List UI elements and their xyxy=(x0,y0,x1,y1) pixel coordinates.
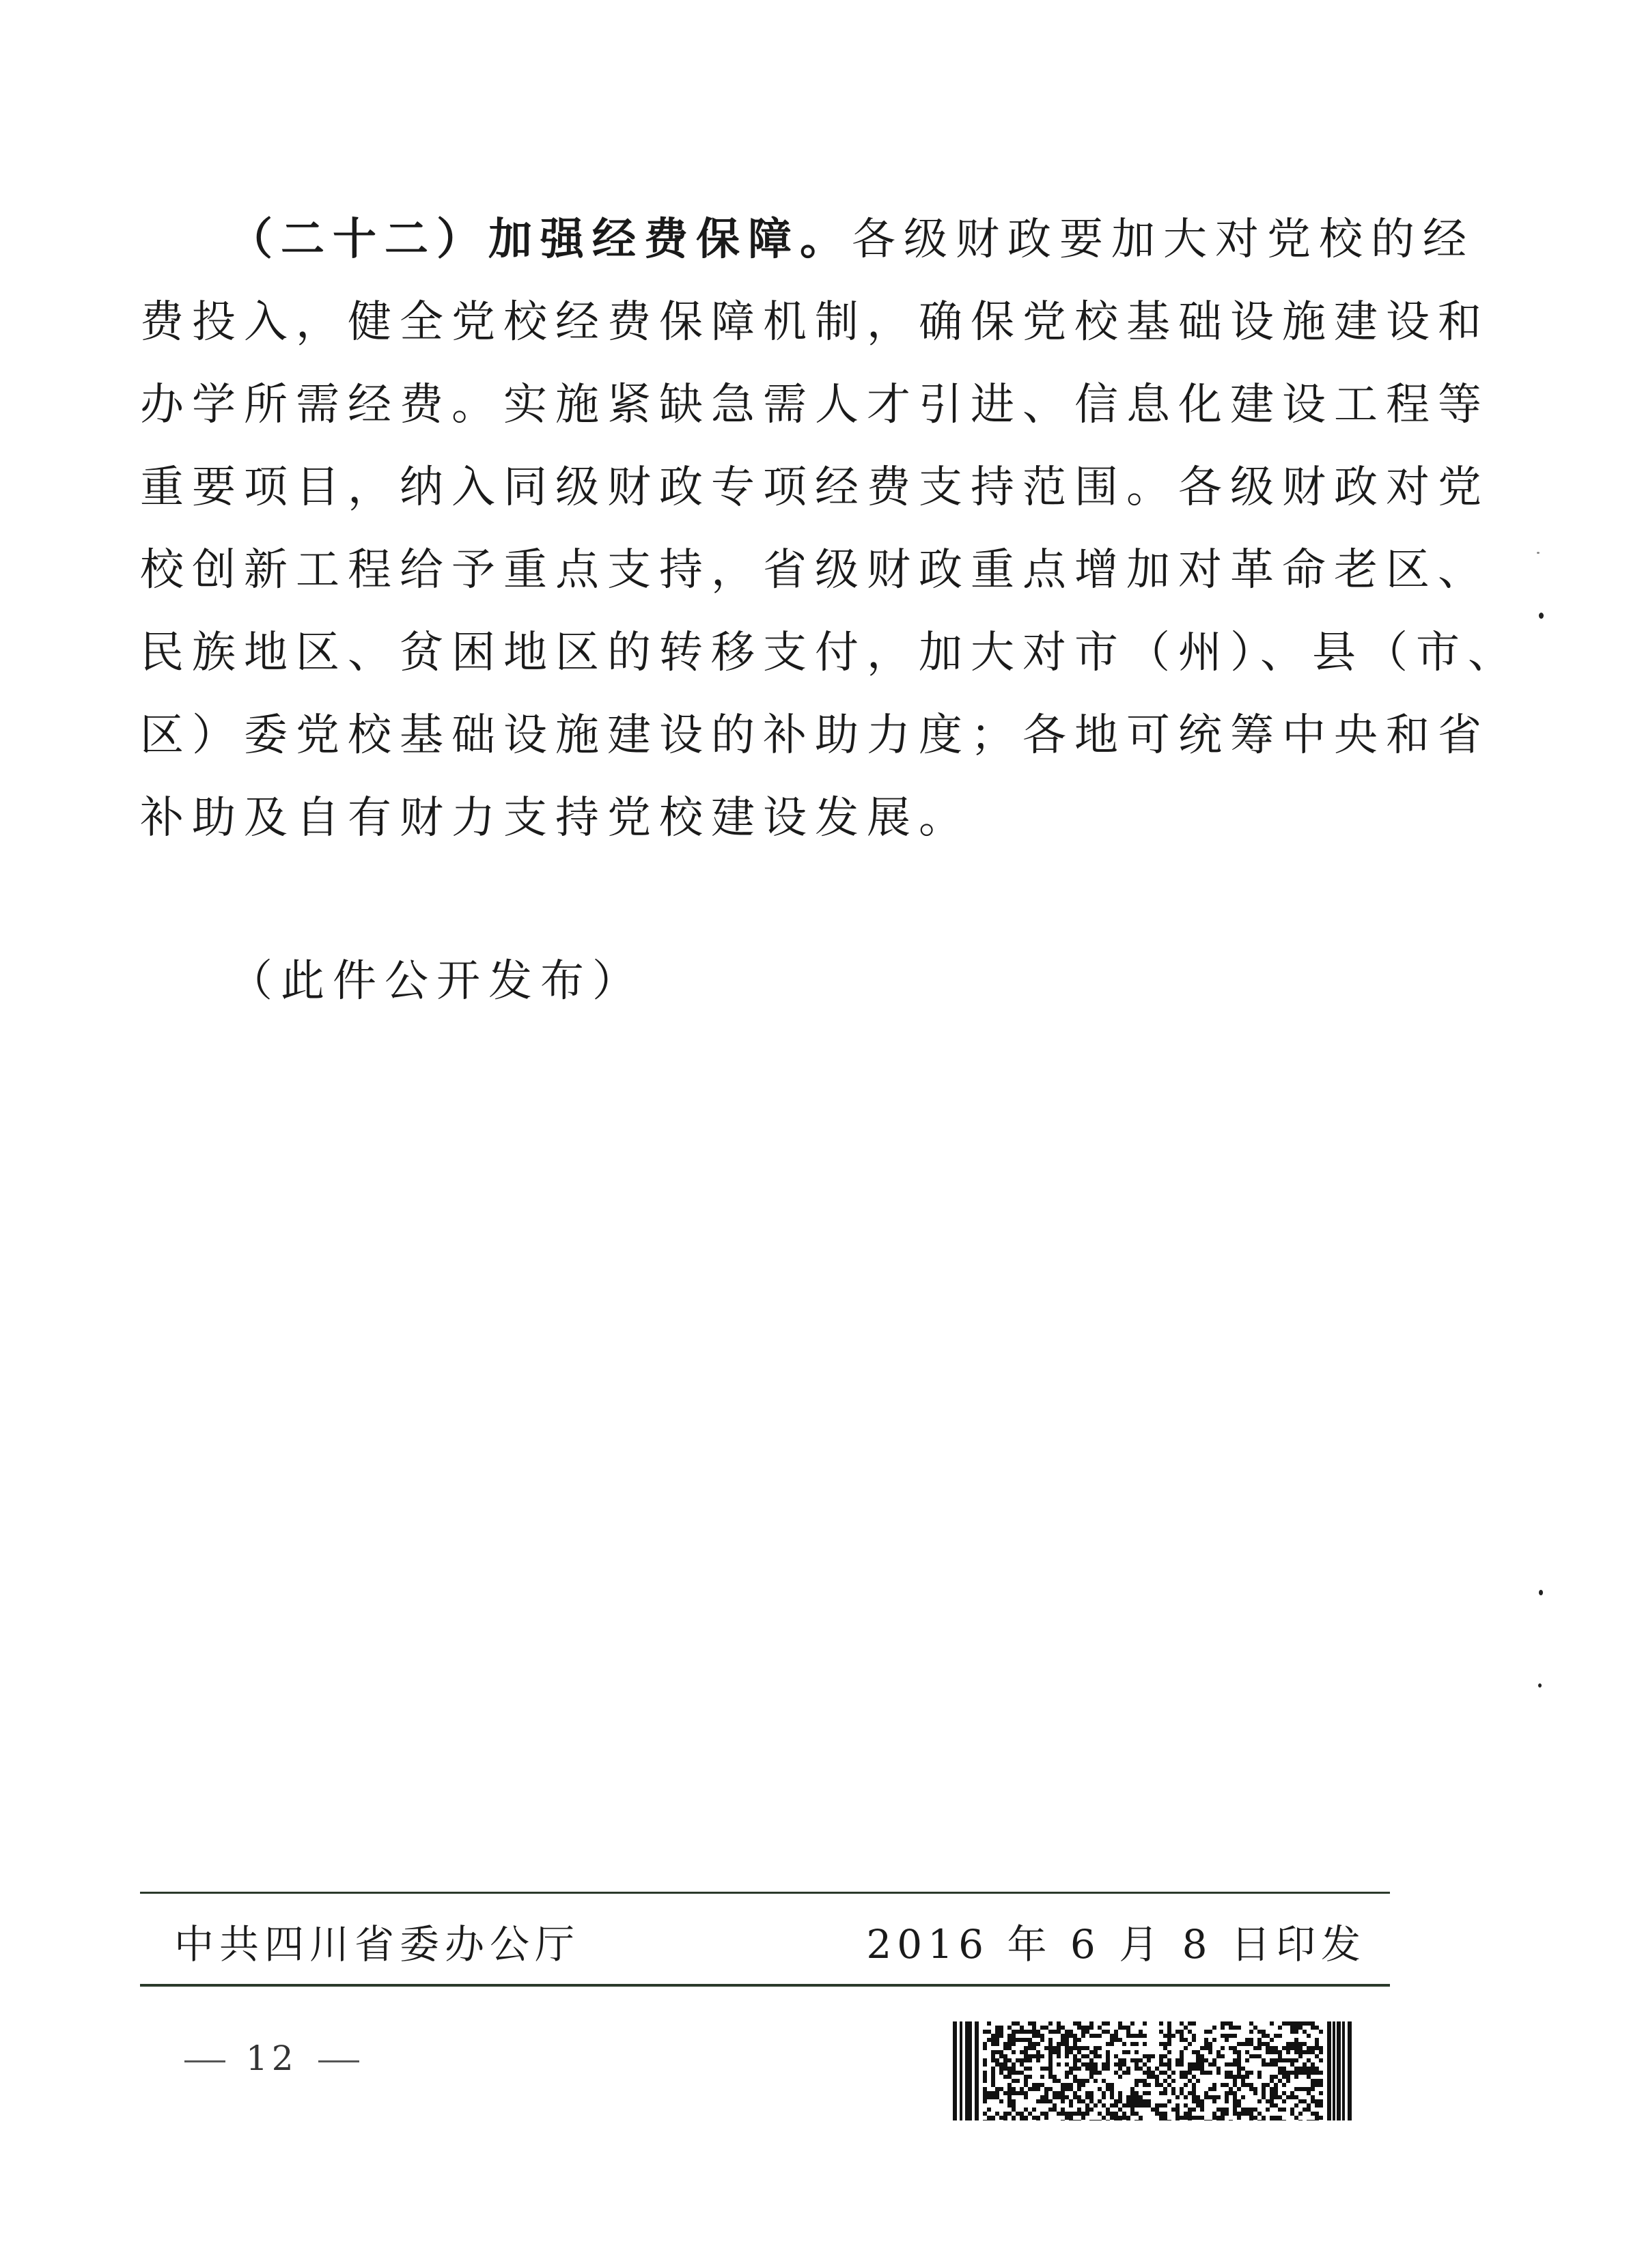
paragraph-line-1-text: 各级财政要加大对党校的经 xyxy=(852,214,1475,265)
paragraph-line-5: 校创新工程给予重点支持，省级财政重点增加对革命老区、 xyxy=(140,545,1490,596)
page-number-dash-left xyxy=(184,2060,225,2062)
page-number-value: 12 xyxy=(246,2039,298,2078)
paragraph-line-1 xyxy=(140,198,1475,281)
paragraph-line-2: 费投入，健全党校经费保障机制，确保党校基础设施建设和 xyxy=(140,297,1490,348)
page-number-dash-right xyxy=(318,2060,359,2062)
scan-speck xyxy=(1537,552,1540,554)
issuing-office: 中共四川省委办公厅 xyxy=(174,1921,581,1968)
section-heading: （二十二）加强经费保障。 xyxy=(229,214,852,265)
document-barcode-icon xyxy=(953,2021,1352,2120)
scan-speck xyxy=(1538,1683,1542,1688)
scan-speck xyxy=(1539,1590,1543,1595)
paragraph-line-8: 补助及自有财力支持党校建设发展。 xyxy=(140,793,971,843)
page-number xyxy=(164,2039,380,2078)
paragraph-line-6: 民族地区、贫困地区的转移支付，加大对市（州）、县（市、 xyxy=(140,628,1520,678)
public-release-note: （此件公开发布） xyxy=(229,956,644,1007)
footer-top-rule xyxy=(140,1892,1390,1894)
paragraph-line-4: 重要项目，纳入同级财政专项经费支持范围。各级财政对党 xyxy=(140,462,1490,513)
paragraph-line-3: 办学所需经费。实施紧缺急需人才引进、信息化建设工程等 xyxy=(140,380,1490,430)
issue-date: 2016 年 6 月 8 日印发 xyxy=(866,1921,1366,1968)
scan-speck xyxy=(1539,613,1544,619)
body-paragraph xyxy=(140,198,1520,860)
paragraph-line-7: 区）委党校基础设施建设的补助力度；各地可统筹中央和省 xyxy=(140,710,1490,761)
footer-bottom-rule xyxy=(140,1984,1390,1987)
